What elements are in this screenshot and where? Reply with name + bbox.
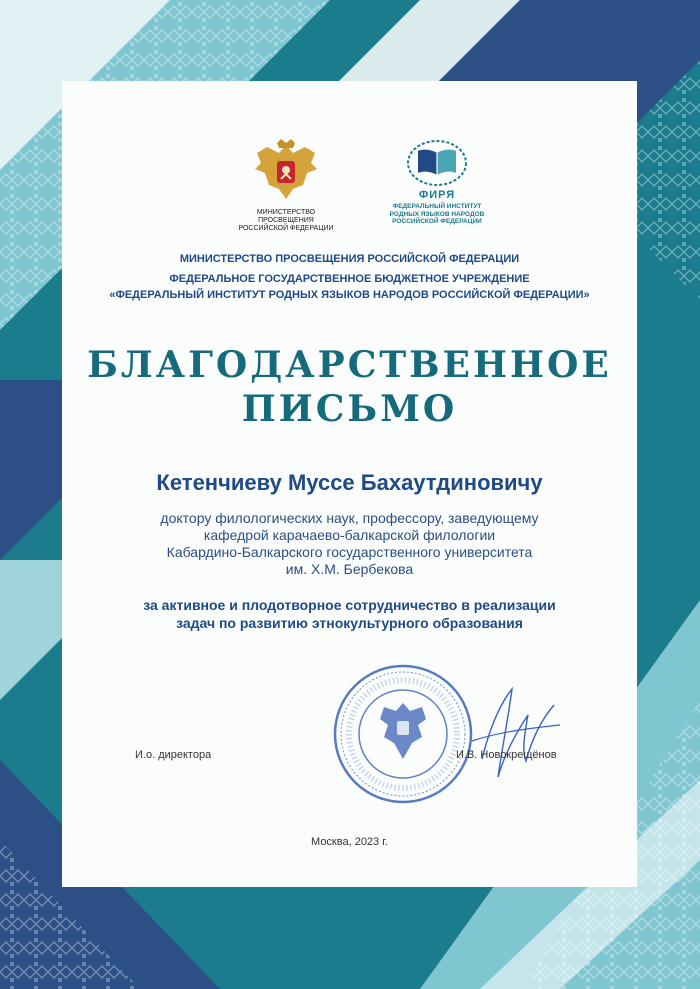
ministry-caption-line-1: МИНИСТЕРСТВО ПРОСВЕЩЕНИЯ: [256, 209, 316, 224]
recipient-position: [62, 510, 637, 578]
merit-line-1: за активное и плодотворное сотрудничество в реализации: [143, 597, 556, 613]
title-line-2: ПИСЬМО: [241, 388, 458, 430]
firya-caption-line-1: ФЕДЕРАЛЬНЫЙ ИНСТИТУТ: [392, 203, 482, 210]
firya-abbreviation: ФИРЯ: [418, 189, 456, 201]
firya-logo: [382, 139, 492, 229]
position-line-2: кафедрой карачаево-балкарской филологии: [203, 527, 496, 543]
place-and-date: Москва, 2023 г.: [311, 836, 388, 848]
ministry-name: МИНИСТЕРСТВО ПРОСВЕЩЕНИЯ РОССИЙСКОЙ ФЕДЕРАЦИИ: [179, 253, 520, 265]
document-title: [62, 343, 637, 431]
institution-name: «ФЕДЕРАЛЬНЫЙ ИНСТИТУТ РОДНЫХ ЯЗЫКОВ НАРОДОВ РОССИЙСКОЙ ФЕДЕРАЦИИ»: [109, 289, 590, 301]
ministry-logo: [230, 139, 342, 232]
title-line-1: БЛАГОДАРСТВЕННОЕ: [87, 344, 612, 386]
firya-caption-line-2: РОДНЫХ ЯЗЫКОВ НАРОДОВ: [389, 210, 485, 218]
official-stamp: [332, 663, 474, 805]
handwritten-signature: [462, 679, 572, 789]
double-headed-eagle-emblem: [251, 139, 321, 205]
position-line-3: Кабардино-Балкарского государственного университета: [166, 544, 533, 560]
certificate-sheet: [62, 81, 637, 887]
institution-type: ФЕДЕРАЛЬНОЕ ГОСУДАРСТВЕННОЕ БЮДЖЕТНОЕ УЧРЕЖДЕНИЕ: [169, 273, 530, 285]
firya-caption-line-3: РОССИЙСКОЙ ФЕДЕРАЦИИ: [392, 218, 482, 225]
position-line-4: им. Х.М. Бербекова: [285, 561, 414, 577]
merit-line-2: задач по развитию этнокультурного образования: [176, 615, 523, 631]
signatory-role: И.о. директора: [135, 749, 212, 761]
merit-statement: [62, 596, 637, 632]
organization-header: [62, 251, 637, 303]
ministry-caption-line-2: РОССИЙСКОЙ ФЕДЕРАЦИИ: [238, 225, 334, 232]
signatory-name: И.В. Новокрещёнов: [456, 749, 557, 761]
open-book-icon: [406, 139, 468, 187]
position-line-1: доктору филологических наук, профессору, заведующему: [160, 510, 539, 526]
recipient-name: Кетенчиеву Муссе Бахаутдиновичу: [156, 470, 543, 495]
